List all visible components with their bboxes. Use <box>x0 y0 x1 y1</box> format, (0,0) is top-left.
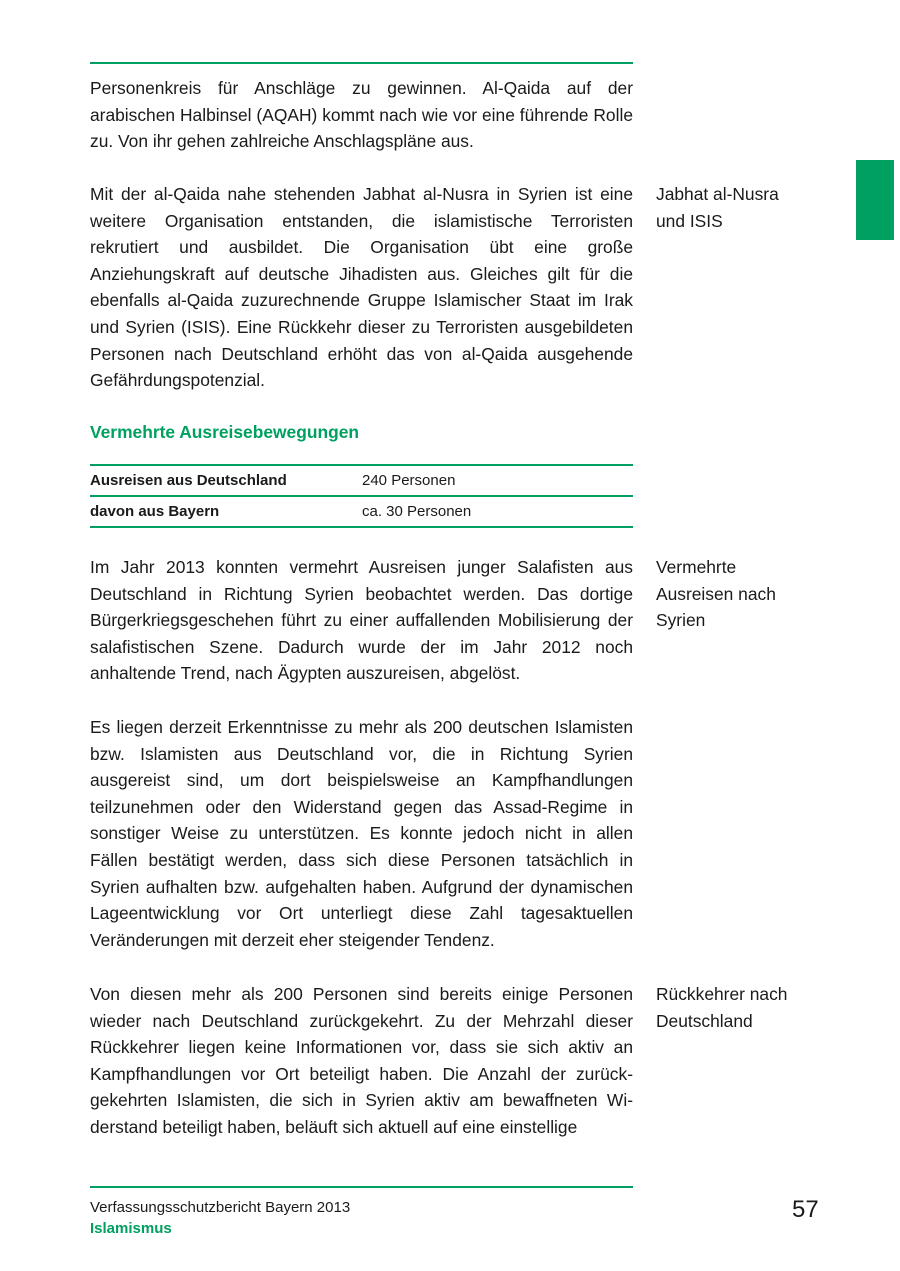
margin-note-line: Syrien <box>656 610 706 631</box>
table-row <box>90 496 633 527</box>
table-row <box>90 465 633 496</box>
top-divider <box>90 62 633 64</box>
margin-note-line: und ISIS <box>656 210 723 231</box>
margin-note-line: Rückkehrer nach <box>656 984 788 1004</box>
margin-note-line: Vermehrte <box>656 557 737 577</box>
paragraph-rueckkehrer: Von diesen mehr als 200 Personen sind bereits einige Personen wieder nach Deutschland zurückgekehrt. Zu der Mehrzahl dieser Rückkehrer liegen keine Informationen vor, dass sie sich aktiv an Kampfhandlungen vor Ort beteiligt haben. Die Anzahl der zurückgekehrten Islamisten, die sich in Syrien aktiv am bewaffneten Widerstand beteiligt haben, beläuft sich aktuell auf eine einstellige <box>90 984 633 1137</box>
footer-section-label: Islamismus <box>90 1220 172 1237</box>
paragraph-ausreisen-syrien: Im Jahr 2013 konnten vermehrt Ausreisen junger Salafisten aus Deutschland in Richtung Syrien beobachtet werden. Das dortige Bürgerkriegsgeschehen führt zu einer auffallenden Mobilisierung der salafistischen Szene. Dadurch wurde der im Jahr 2012 noch anhaltende Trend, nach Ägypten auszureisen, abgelöst. <box>90 557 633 684</box>
table-cell-value: ca. 30 Personen <box>362 503 472 520</box>
margin-note-rueckkehrer <box>656 981 836 1034</box>
paragraph-aqah: Personenkreis für Anschläge zu gewinnen. Al-Qaida auf der arabischen Halbinsel (AQAH) kommt nach wie vor eine führende Rolle zu. Von ihr gehen zahlreiche Anschlagspläne aus. <box>90 78 633 152</box>
margin-note-jabhat-isis <box>656 181 836 234</box>
paragraph-erkenntnisse: Es liegen derzeit Erkenntnisse zu mehr als 200 deutschen Islamisten bzw. Islamisten aus Deutschland vor, die in Richtung Syrien ausgereist sind, um dort beispielsweise an Kampfhandlungen teilzunehmen oder den Widerstand gegen das Assad-Regime in sonstiger Weise zu unterstützen. Es konnte jedoch nicht in allen Fällen bestätigt werden, dass sich diese Personen tatsächlich in Syrien aufhalten bzw. aufgehalten haben. Aufgrund der dynamischen Lageentwicklung vor Ort unterliegt diese Zahl tagesaktuellen Veränderungen mit derzeit eher steigender Tendenz. <box>90 717 633 950</box>
page-number: 57 <box>792 1196 819 1223</box>
table-cell-label: davon aus Bayern <box>90 503 220 520</box>
paragraph-jabhat-al-nusra: Mit der al-Qaida nahe stehenden Jabhat al-Nusra in Syrien ist eine weitere Organisation entstanden, die islamistische Terroristen rekrutiert und ausbildet. Die Organisation übt eine große Anziehungskraft auf deutsche Jihadisten aus. Gleiches gilt für die ebenfalls al-Qaida zuzurechnende Gruppe Islamischer Staat im Irak und Syrien (ISIS). Eine Rückkehr dieser zu Terroristen ausgebildeten Personen nach Deutschland erhöht das von al-Qaida ausgehende Gefährdungspotenzial. <box>90 184 633 391</box>
footer-divider <box>90 1186 633 1188</box>
margin-note-line: Jabhat al-Nusra <box>656 184 779 204</box>
margin-note-line: Ausreisen nach <box>656 583 776 604</box>
table-cell-label: Ausreisen aus Deutschland <box>90 472 287 489</box>
chapter-tab-marker <box>856 160 894 240</box>
footer-title: Verfassungsschutzbericht Bayern 2013 <box>90 1199 351 1216</box>
departures-table <box>90 464 633 528</box>
section-heading: Vermehrte Ausreisebewegungen <box>90 422 360 442</box>
table-cell-value: 240 Personen <box>362 472 456 489</box>
margin-note-line: Deutschland <box>656 1010 753 1031</box>
margin-note-ausreisen <box>656 554 836 634</box>
